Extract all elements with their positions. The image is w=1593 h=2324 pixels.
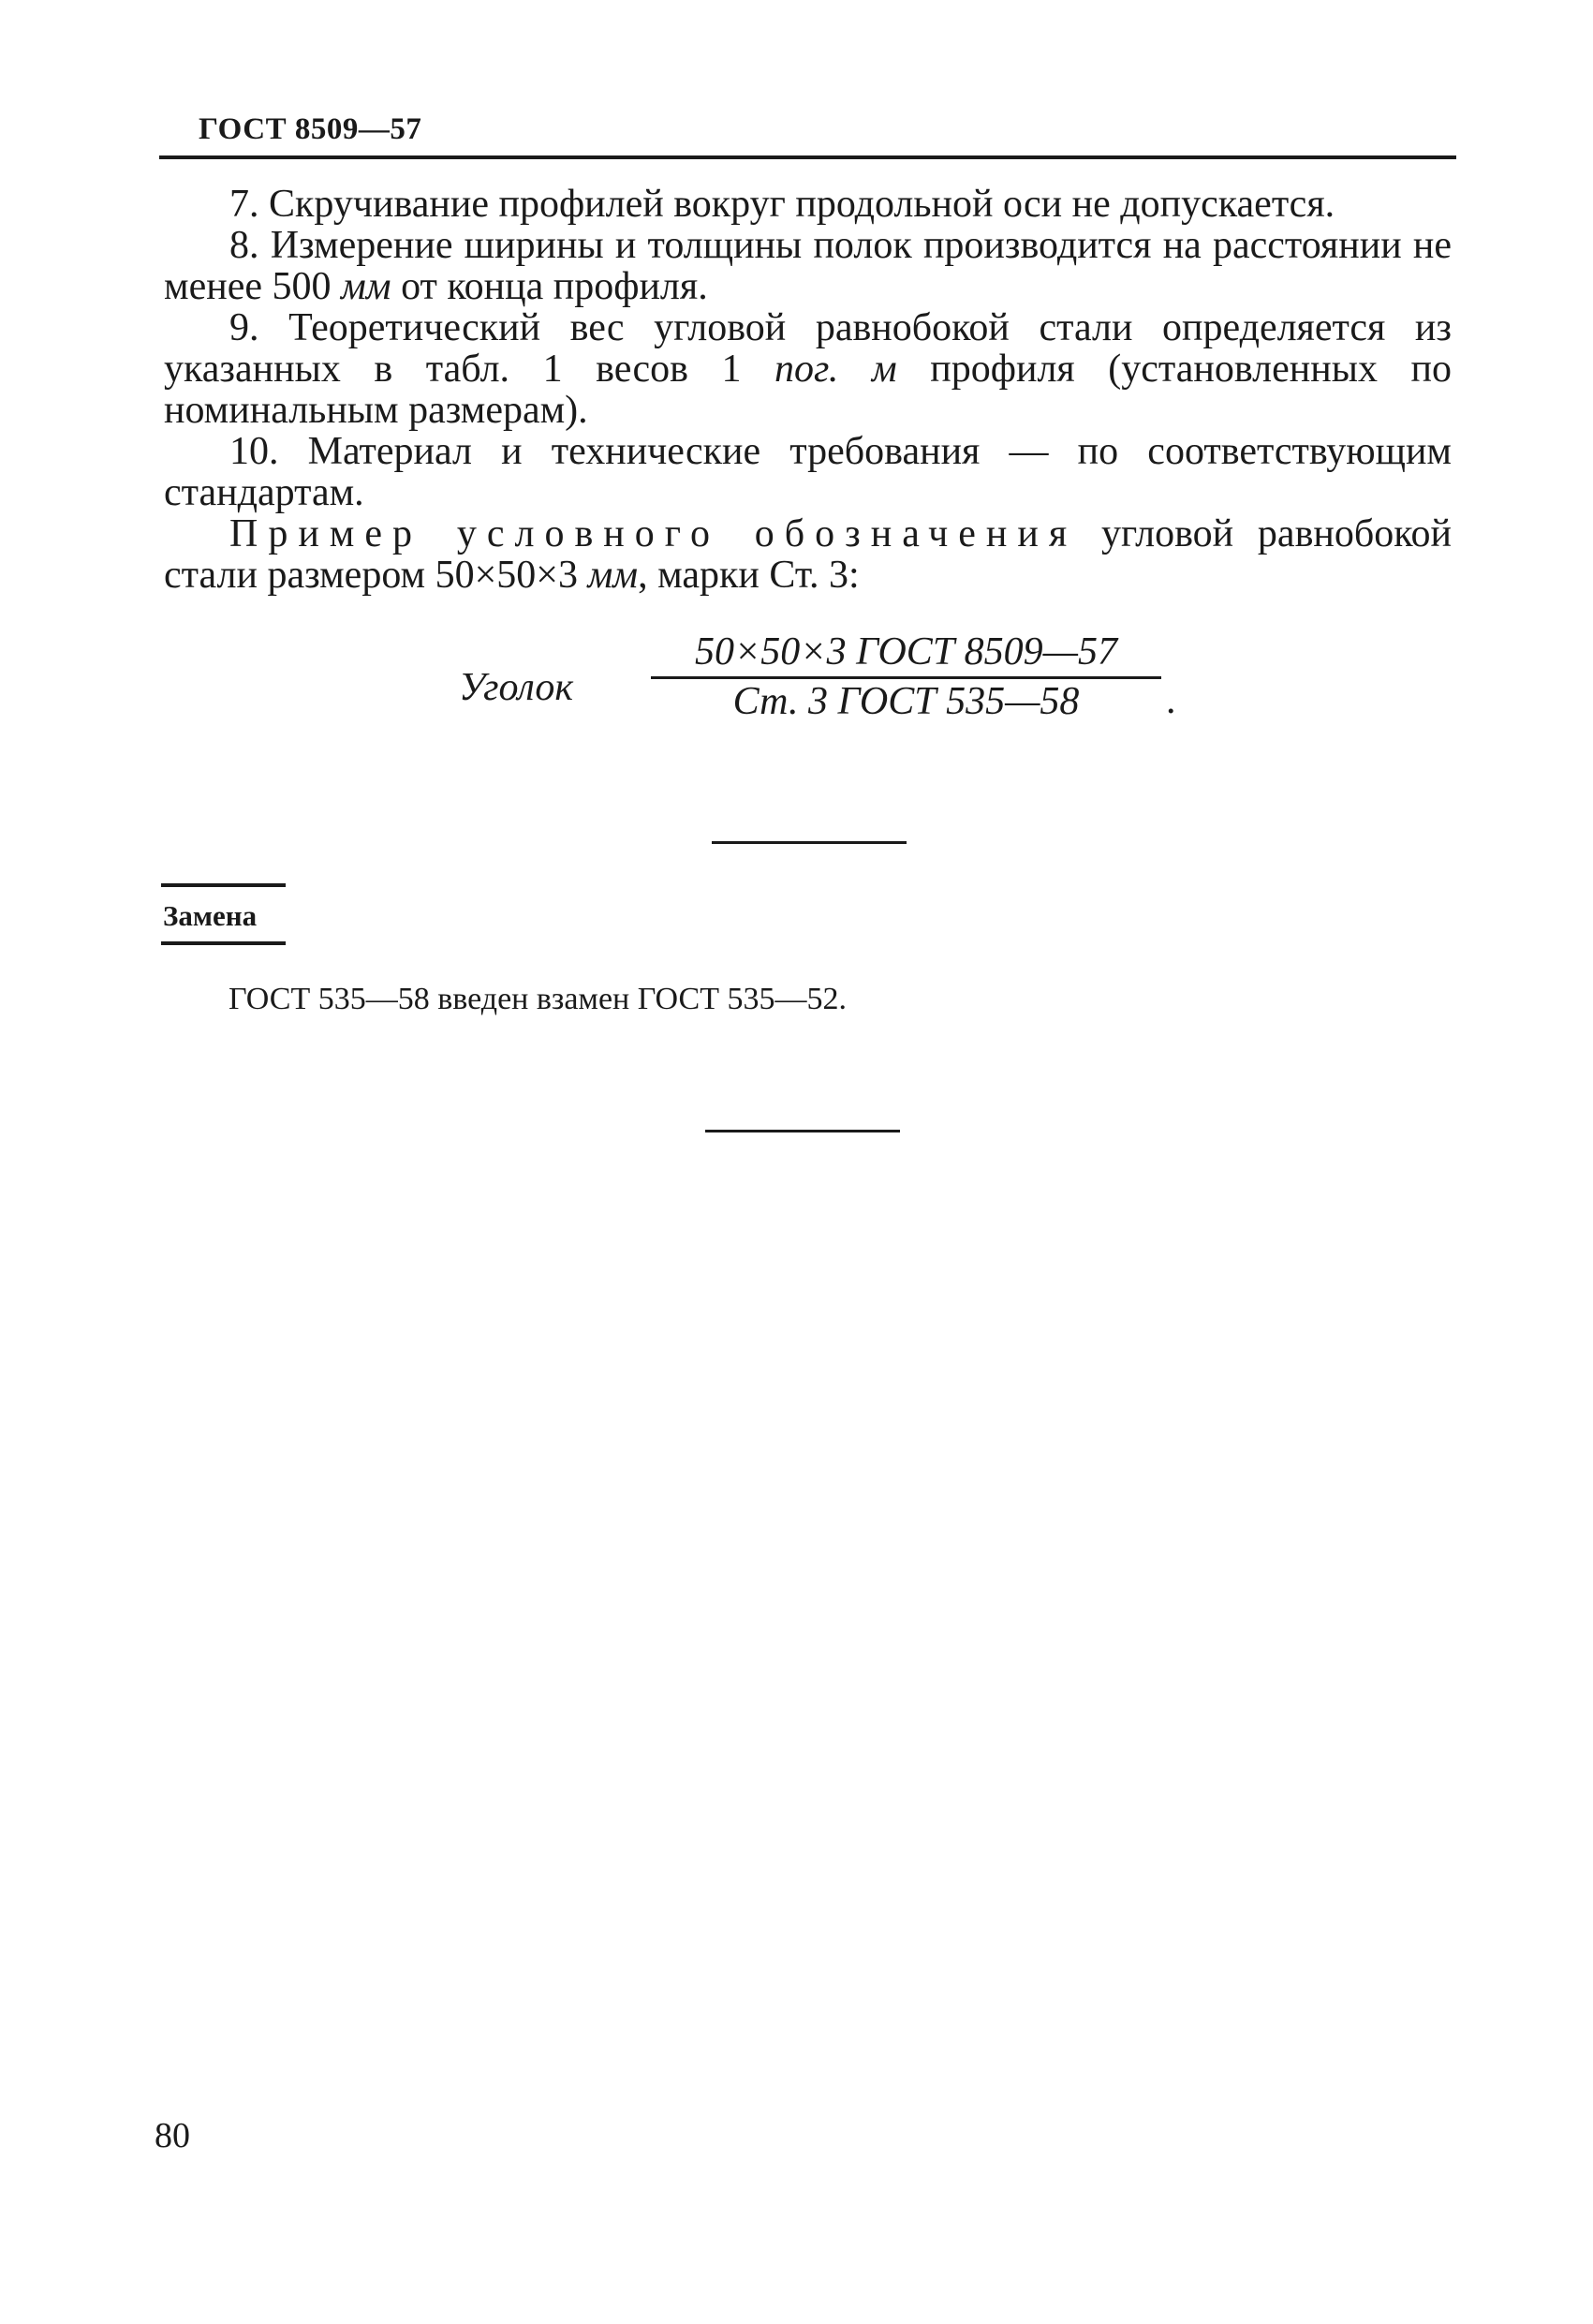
paragraph-10: 10. Материал и технические требования — по соответствующим стандартам.: [164, 430, 1452, 514]
paragraph-9: [164, 307, 1452, 431]
paragraph-7: 7. Скручивание профилей вокруг продольной оси не допускается.: [229, 183, 1335, 226]
example-text-a: угловой равнобокой стали размером 50×50×3: [164, 512, 1452, 597]
example-heading: Пример условного обозначения: [229, 512, 1078, 555]
example-unit: мм: [587, 554, 639, 597]
section-title-rule-bottom: [161, 941, 286, 945]
replacement-note: ГОСТ 535—58 введен взамен ГОСТ 535—52.: [229, 982, 847, 1016]
formula-numerator: 50×50×3 ГОСТ 8509—57: [694, 630, 1118, 674]
formula-denominator: Ст. 3 ГОСТ 535—58: [732, 680, 1080, 723]
paragraph-8-text-b: от конца профиля.: [391, 265, 708, 308]
paragraph-8: [164, 225, 1452, 307]
formula-fraction: [651, 629, 1161, 724]
example-paragraph: [164, 513, 1452, 596]
paragraph-9-text-a: 9. Теоретический вес угловой равнобокой стали определяется из указанных в табл. 1 весов 1: [164, 306, 1452, 391]
paragraph-8-text-a: 8. Измерение ширины и толщины полок производится на расстоянии не менее 500: [164, 224, 1452, 308]
formula-trailing-dot: .: [1166, 679, 1176, 722]
example-text-b: , марки Ст. 3:: [638, 554, 860, 597]
paragraph-9-unit: пог. м: [774, 348, 897, 391]
designation-formula: [459, 629, 1208, 742]
section-title-rule-top: [161, 883, 286, 887]
paragraph-9-text-b: профиля (установленных по номинальным размерам).: [164, 348, 1452, 432]
page-number: 80: [155, 2116, 190, 2155]
body-text: [164, 184, 1452, 596]
document-header: ГОСТ 8509—57: [199, 112, 422, 146]
section-divider-top: [712, 841, 907, 844]
paragraph-8-unit: мм: [340, 265, 391, 308]
section-title: Замена: [163, 899, 258, 932]
header-rule: [159, 155, 1456, 159]
formula-lead: Уголок: [459, 666, 573, 709]
section-divider-bottom: [705, 1130, 900, 1132]
